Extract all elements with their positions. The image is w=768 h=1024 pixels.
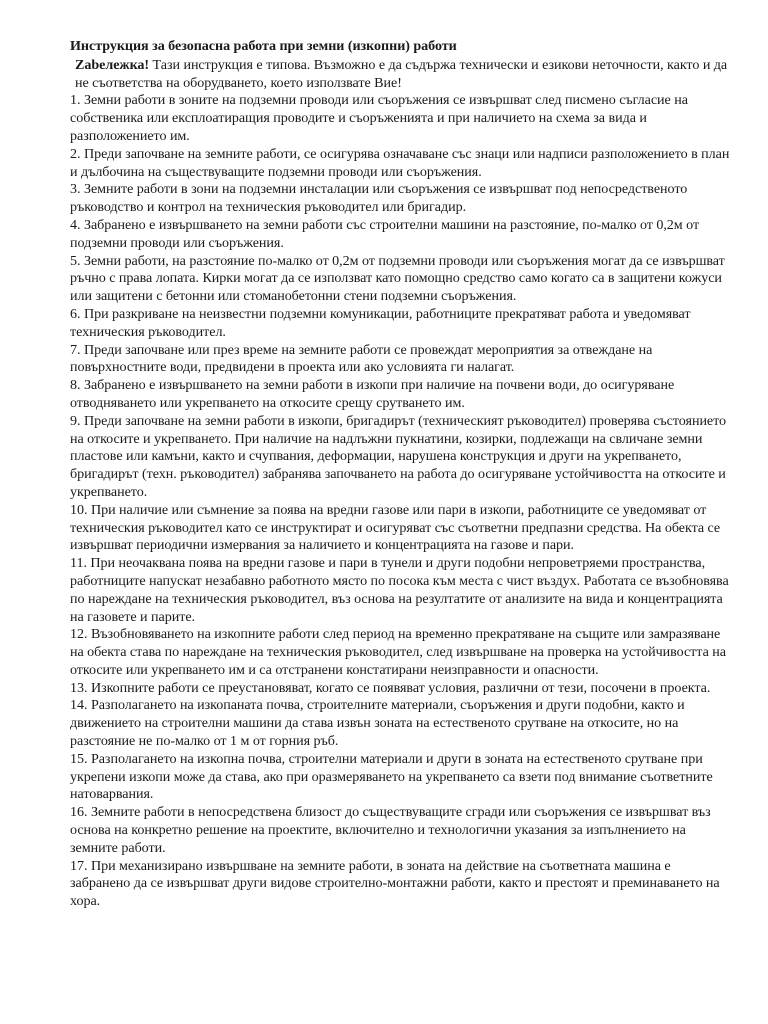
- instruction-item-11: 11. При неочаквана поява на вредни газове и пари в тунели и други подобни непроветряеми пространства, работниците напускат незабавно работното място по посока към места с чист въздух. Работата се възобновява по нареждане на техническия ръководител, въз основа на резултатите от анализите на вида и концентрацията на газовете и парите.: [70, 555, 729, 625]
- instruction-item-6: 6. При разкриване на неизвестни подземни комуникации, работниците прекратяват работа и уведомяват техническия ръководител.: [70, 305, 691, 340]
- instruction-item-15: 15. Разполагането на изкопна почва, строителни материали и други в зоната на естественото срутване при укрепени изкопи може да става, ако при оразмеряването на укрепването са взети под внимание съответните натоварвания.: [70, 750, 713, 803]
- instruction-item-17: 17. При механизирано извършване на земните работи, в зоната на действие на съответната машина е забранено да се извършват други видове строително-монтажни работи, както и престоят и преминаването на хора.: [70, 857, 720, 910]
- instruction-item-3: 3. Земните работи в зони на подземни инсталации или съоръжения се извършват под непосредственото ръководство и контрол на техническия ръководител или бригадир.: [70, 181, 688, 216]
- disclaimer-note: [70, 57, 732, 93]
- instruction-item-4: 4. Забранено е извършването на земни работи със строителни машини на разстояние, по-малко от 0,2м от подземни проводи или съоръжения.: [70, 216, 700, 251]
- note-text: Тази инструкция е типова. Възможно е да съдържа технически и езикови неточности, както и да не съответства на оборудването, което използвате Вие!: [75, 56, 728, 91]
- instruction-item-2: 2. Преди започване на земните работи, се осигурява означаване със знаци или надписи разположението в план и дълбочина на съществуващите подземни проводи или съоръжения.: [70, 145, 730, 180]
- instruction-item-8: 8. Забранено е извършването на земни работи в изкопи при наличие на почвени води, до осигуряване отводняването или укрепването на откосите срещу срутването им.: [70, 377, 675, 411]
- note-label: Zabeлежка!: [75, 56, 150, 73]
- instruction-item-13: 13. Изкопните работи се преустановяват, когато се появяват условия, различни от тези, посочени в проекта.: [70, 679, 711, 696]
- instruction-item-9: 9. Преди започване на земни работи в изкопи, бригадирът (техническият ръководител) проверява състоянието на откосите и укрепването. При наличие на надлъжни пукнатини, козирки, подлежащи на свличане земни пластове или камъни, както и счупвания, деформации, нарушена конструкция и други на укрепването, бригадирът (техн. ръководител) забранява започването на работа до осигуряване устойчивостта на откосите и укрепването.: [70, 412, 727, 500]
- document-page: [70, 38, 732, 911]
- instruction-item-14: 14. Разполагането на изкопаната почва, строителните материали, съоръжения и други подобни, както и движението на строителни машини да става извън зоната на естественото срутване на откосите, но на разстояние не по-малко от 1 м от горния ръб.: [70, 697, 685, 750]
- instruction-item-5: 5. Земни работи, на разстояние по-малко от 0,2м от подземни проводи или съоръжения могат да се извършват ръчно с права лопата. Кирки могат да се използват като помощно средство само когато са в защитени кожуси или защитени с бетонни или стоманобетонни стени подземни съоръжения.: [70, 252, 725, 305]
- instruction-item-7: 7. Преди започване или през време на земните работи се провеждат мероприятия за отвеждане на повърхностните води, предвидени в проекта или ако условията ги налагат.: [70, 341, 653, 376]
- document-title: Инструкция за безопасна работа при земни (изкопни) работи: [70, 38, 457, 54]
- instruction-item-1: 1. Земни работи в зоните на подземни проводи или съоръжения се извършват след писмено съгласие на собственика или експлоатиращия проводите и съоръженията и при наличието на схема за вида и разположението им.: [70, 92, 688, 144]
- instruction-item-16: 16. Земните работи в непосредствена близост до съществуващите сгради или съоръжения се извършват въз основа на конкретно решение на проектите, включително и технологични указания за изпълнението на земните работи.: [70, 804, 711, 856]
- instruction-item-10: 10. При наличие или съмнение за поява на вредни газове или пари в изкопи, работниците се уведомяват от техническия ръководител като се инструктират и осигуряват със съответни предпазни средства. На обекта се извършват периодични измервания за наличието и концентрацията на газове и пари.: [70, 501, 721, 554]
- instruction-item-12: 12. Възобновяването на изкопните работи след период на временно прекратяване на същите или замразяване на обекта става по нареждане на техническия ръководител, след извършване на проверка на устойчивостта на откосите или укрепването им и са отстранени констатирани неизправности и опасности.: [70, 626, 726, 678]
